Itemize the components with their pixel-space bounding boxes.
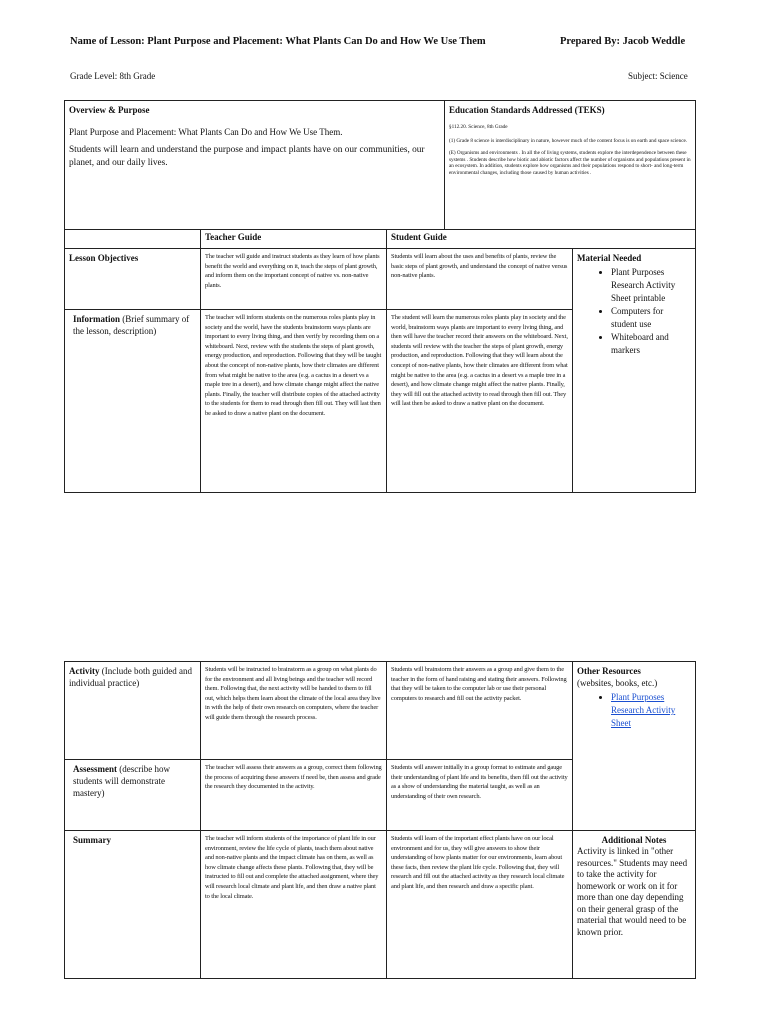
subject: Subject: Science xyxy=(628,71,688,81)
lesson-name: Name of Lesson: Plant Purpose and Placement: What Plants Can Do and How We Use Them xyxy=(70,36,486,47)
resources-list xyxy=(577,691,691,730)
student-guide-heading: Student Guide xyxy=(386,229,696,249)
information-label-bold: Information xyxy=(73,314,120,324)
prepared-by: Prepared By: Jacob Weddle xyxy=(560,36,686,47)
grade-level: Grade Level: 8th Grade xyxy=(70,71,156,81)
information-label xyxy=(64,309,201,493)
activity-teacher: Students will be instructed to brainstorm as a group on what plants do for the environment and all living beings and the teacher will record them. Following that, the next activity will be handed to them to fill out, which helps them learn about the climate of the local area they live in with the help of their own research on computers, where the teacher will guide them through the research process. xyxy=(200,661,387,760)
materials-cell xyxy=(572,248,696,493)
assessment-teacher: The teacher will assess their answers as a group, correct them following the process of acquiring these answers if need be, then assess and grade the research they documented in the activity. xyxy=(200,759,387,831)
objectives-student: Students will learn about the uses and benefits of plants, review the basic steps of plant growth, and understand the concept of native versus non-native plants. xyxy=(386,248,573,310)
notes-body: Activity is linked in "other resources." Students may need to take the activity for homework or work on it for more than one day depending on their general grasp of the material that would need to be known prior. xyxy=(577,846,688,937)
information-student: The student will learn the numerous roles plants play in society and the world, brainstorm ways plants are important to every living thing, and then will have the teacher record their answers on the whiteboard. Next, students will review with the teacher the steps of plant growth, energy production, and reproduction. Following that they will learn about the concept of non-native plants, how their climates are different from what might be native to the area (e.g. a cactus in a desert vs a maple tree in a desert), and how climate change might affect the native plants. Finally, they will fill out the attached activity to read through then fill out. They will last then be asked to draw a native plant on the document. xyxy=(386,309,573,493)
summary-student: Students will learn of the important effect plants have on our local environment and for us, they will give answers to show their understanding of how plants matter for our environments, learn about these facts, then review the plant life cycle. Following that, they will research and fill out the attached activity as they research local climate and plant life, and then research and draw a specific plant. xyxy=(386,830,573,979)
list-item xyxy=(611,691,691,730)
summary-label: Summary xyxy=(64,830,201,979)
activity-label-rest: (Include both guided and individual practice) xyxy=(69,666,192,688)
overview-title: Plant Purpose and Placement: What Plants Can Do and How We Use Them. xyxy=(69,127,343,137)
resources-cell xyxy=(572,661,696,831)
assessment-student: Students will answer initially in a group format to estimate and gauge their understanding of plant life and its benefits, then fill out the activity as a show of understanding the material taught, as well as an understanding of their own research. xyxy=(386,759,573,831)
list-item: • Computers for student use xyxy=(611,305,691,331)
activity-student: Students will brainstorm their answers as a group and give them to the teacher in the form of hand raising and stating their answers. Following that they will be taken to the computer lab or use their personal computers to research and fill out the activity packet. xyxy=(386,661,573,760)
notes-heading: Additional Notes xyxy=(601,835,667,845)
blank-header-cell xyxy=(64,229,201,249)
resources-sub: (websites, books, etc.) xyxy=(577,678,658,688)
overview-cell xyxy=(64,100,445,230)
teacher-guide-heading: Teacher Guide xyxy=(200,229,387,249)
list-item: • Whiteboard and markers xyxy=(611,331,691,357)
standards-code: §112.20. Science, 8th Grade xyxy=(449,124,508,130)
information-teacher: The teacher will inform students on the numerous roles plants play in society and the world, have the students brainstorm ways plants are important to every living thing, and then verify by recording them on a whiteboard. Next, review with the students the steps of plant growth, energy production, and reproduction. Following that they will be taught about the concept of non-native plants, how their climates are different from what might be native to the area (e.g. a cactus in a desert vs a maple tree in a desert), and how climate change might affect the native plants. Finally, the teacher will distribute copies of the attached activity to the students for them to read through then fill out. They will last then be asked to draw a native plant on the document. xyxy=(200,309,387,493)
standards-cell xyxy=(444,100,696,230)
overview-purpose: Students will learn and understand the purpose and impact plants have on our communities, our planet, and our daily lives. xyxy=(69,145,425,168)
activity-sheet-link[interactable]: Plant Purposes Research Activity Sheet xyxy=(611,692,676,728)
objectives-teacher: The teacher will guide and instruct students as they learn of how plants benefit the world and everything on it, teach the steps of plant growth, and inform them on the important concept of native vs. non-native plants. xyxy=(200,248,387,310)
notes-cell xyxy=(572,830,696,979)
standards-heading: Education Standards Addressed (TEKS) xyxy=(449,105,605,115)
summary-teacher: The teacher will inform students of the importance of plant life in our environment, review the life cycle of plants, teach them about native and non-native plants and the impact climate has on them, as well as how climate change affects these plants. Following that, they will be instructed to fill out and complete the attached assignment, where they will research local climate and plant life, and then draw a native plant to the local climate. xyxy=(200,830,387,979)
list-item: • Plant Purposes Research Activity Sheet printable xyxy=(611,266,691,305)
activity-label xyxy=(64,661,201,760)
assessment-label-rest: (describe how students will demonstrate mastery) xyxy=(73,764,170,798)
information-label-rest: (Brief summary of the lesson, description) xyxy=(73,314,190,336)
standards-p2: (E) Organisms and environments . In all the of living systems, students explore the interdependence between these systems . Students describe how biotic and abiotic factors affect the number of organisms and populations present in an ecosystem. In addition, students explore how organisms and their populations respond to short- and long-term environmental changes, including those caused by human activities . xyxy=(449,150,691,176)
assessment-label-bold: Assessment xyxy=(73,764,117,774)
overview-heading: Overview & Purpose xyxy=(69,105,150,115)
resources-heading: Other Resources xyxy=(577,666,641,676)
objectives-label: Lesson Objectives xyxy=(64,248,201,310)
standards-p1: (1) Grade 8 science is interdisciplinary in nature, however much of the content focus is on earth and space science. xyxy=(449,137,688,144)
materials-heading: Material Needed xyxy=(577,253,642,263)
assessment-label xyxy=(64,759,201,831)
materials-list xyxy=(577,266,691,357)
activity-label-bold: Activity xyxy=(69,666,100,676)
